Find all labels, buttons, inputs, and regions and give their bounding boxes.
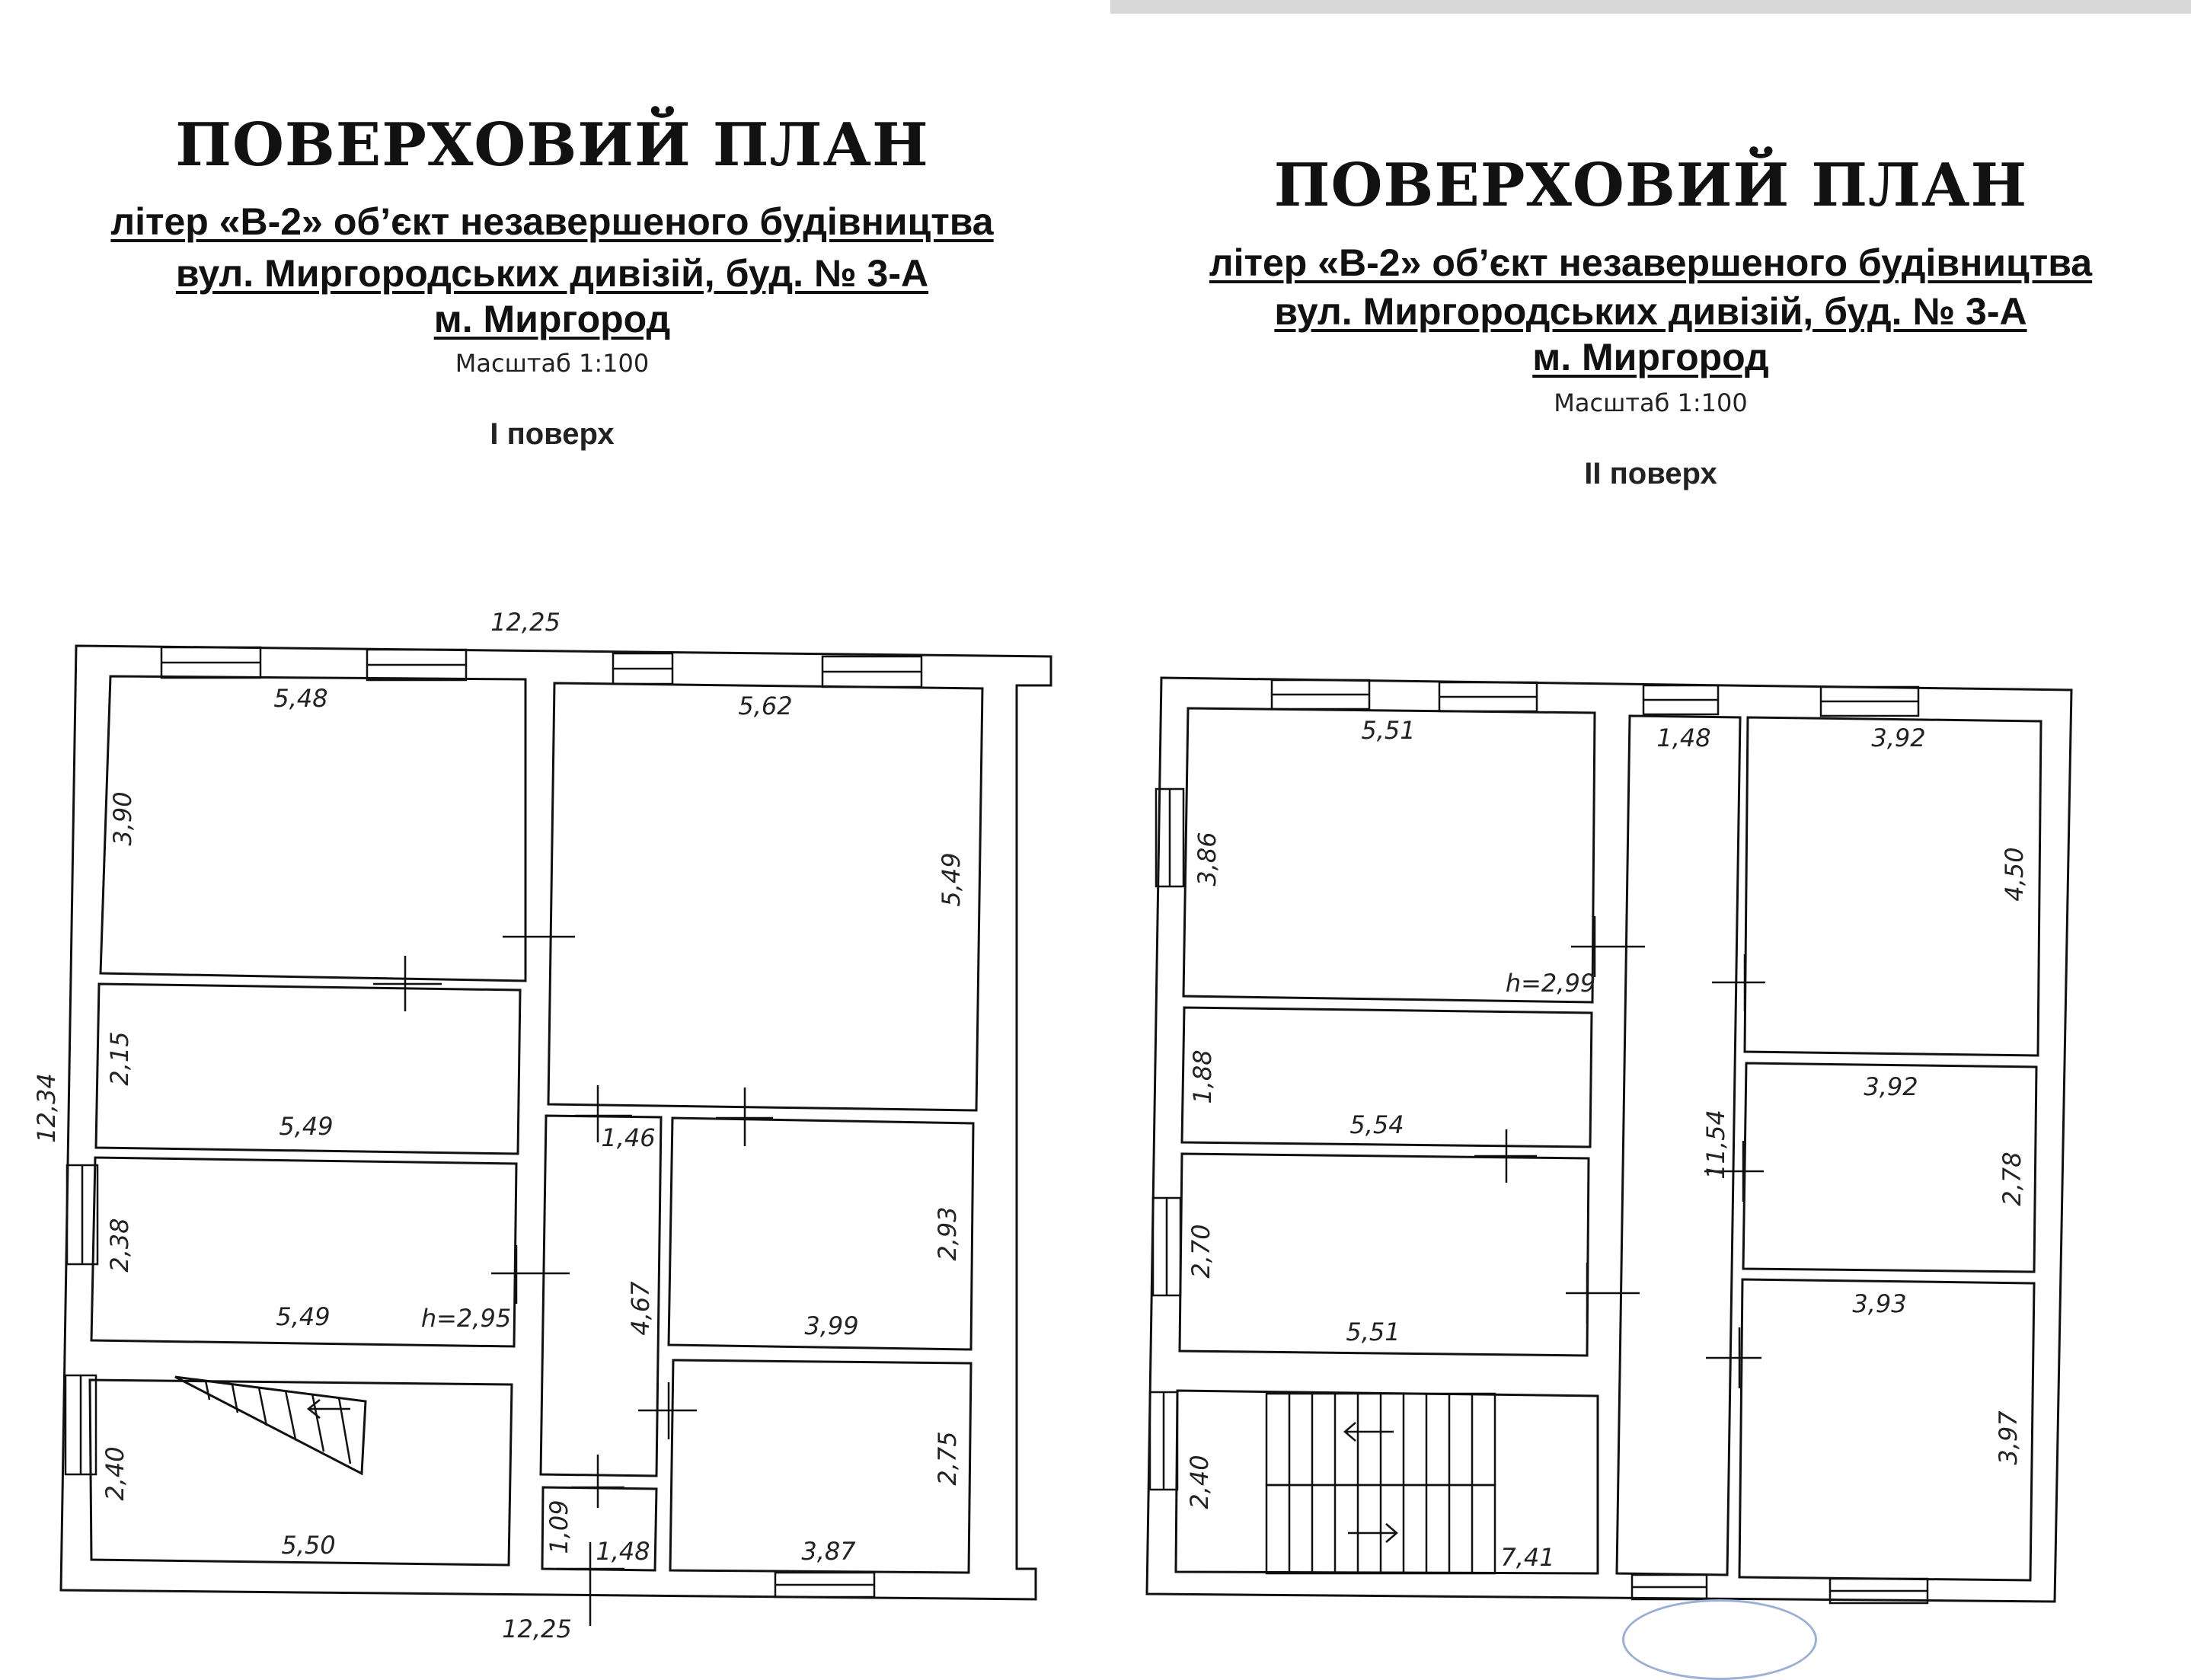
room-1 [1183, 708, 1595, 1002]
dim-r1-h: 3,90 [108, 791, 137, 846]
dim-r1-ceiling: h=2,99 [1505, 969, 1596, 998]
window-top-1 [1272, 680, 1369, 709]
window-top-3 [1643, 685, 1718, 714]
subtitle-city: м. Миргород [433, 298, 671, 340]
dim-wc-w: 1,48 [596, 1537, 650, 1566]
floor-plan-1 [0, 0, 1104, 1645]
room-6 [1739, 1279, 2034, 1580]
subtitle-object: літер «В-2» об’єкт незавершеного будівництва [1209, 241, 2093, 284]
room-2 [548, 683, 982, 1110]
dim-r4-ceiling: h=2,95 [420, 1304, 512, 1333]
outer-wall [1147, 678, 2071, 1602]
subtitle-object: літер «В-2» об’єкт незавершеного будівництва [110, 200, 994, 243]
dim-r6-w: 3,93 [1852, 1289, 1907, 1318]
stair-steps [206, 1381, 350, 1464]
room-4 [1745, 717, 2041, 1056]
dim-hall-h: 11,54 [1701, 1110, 1730, 1180]
subtitle-address: вул. Миргородських дивізій, буд. № 3-А [175, 252, 929, 295]
scale-label: Масштаб 1:100 [455, 349, 650, 378]
sheet-floor-1 [0, 0, 1104, 1645]
dim-hall-bottom: 7,41 [1500, 1543, 1555, 1572]
dim-corridor-h: 4,67 [626, 1281, 655, 1336]
dim-r2-h: 5,49 [937, 852, 966, 907]
dim-r4-w: 5,49 [276, 1302, 331, 1331]
dim-left-overall: 12,34 [32, 1073, 61, 1143]
stamp-seal [1622, 1599, 1817, 1680]
dim-r7-h: 2,40 [101, 1446, 129, 1501]
subtitle-address: вул. Миргородських дивізій, буд. № 3-А [1274, 290, 2027, 333]
arrow-right-icon [1348, 1524, 1397, 1542]
dim-hall-w: 1,48 [1656, 723, 1711, 752]
dim-r2-h: 1,88 [1188, 1049, 1217, 1104]
dim-top-overall: 12,25 [490, 608, 561, 637]
dim-r2-w: 5,62 [738, 691, 793, 720]
window-bottom-1 [1632, 1575, 1707, 1599]
page-title: ПОВЕРХОВИЙ ПЛАН [175, 110, 929, 180]
dim-r4-w: 3,92 [1871, 723, 1926, 752]
dim-r1-h: 3,86 [1193, 832, 1222, 886]
staircase [175, 1377, 366, 1474]
window-top-1 [161, 647, 260, 678]
dim-r6-h: 2,75 [933, 1431, 962, 1486]
dim-r4-h: 2,38 [105, 1218, 134, 1273]
window-top-3 [613, 653, 672, 684]
dim-r1-w: 5,48 [273, 684, 328, 713]
dim-r5-h: 2,93 [933, 1206, 962, 1261]
window-top-2 [1439, 682, 1537, 711]
window-left-3 [1150, 1392, 1177, 1490]
dim-corridor-w: 1,46 [601, 1123, 656, 1152]
dim-r5-h: 2,78 [1998, 1151, 2027, 1206]
floor-label: I поверх [490, 417, 615, 451]
dim-r5-w: 3,92 [1864, 1072, 1918, 1101]
dim-r2-w: 5,54 [1349, 1110, 1404, 1139]
dim-r3-w: 5,51 [1346, 1317, 1401, 1346]
dim-wc-h: 1,09 [545, 1500, 573, 1554]
dim-r3-h: 2,15 [105, 1031, 134, 1086]
dim-r7-w: 5,50 [281, 1531, 336, 1560]
dim-r3-w: 5,49 [279, 1112, 334, 1141]
room-1 [101, 676, 525, 981]
staircase [1266, 1394, 1495, 1573]
dim-r5-w: 3,99 [804, 1311, 859, 1340]
scale-label: Масштаб 1:100 [1554, 388, 1748, 417]
page-title: ПОВЕРХОВИЙ ПЛАН [1273, 151, 2028, 220]
dim-r1-w: 5,51 [1361, 716, 1416, 745]
sheet-floor-2 [1110, 0, 2191, 1645]
dim-r3-h: 2,70 [1187, 1224, 1215, 1279]
dim-r6-w: 3,87 [801, 1537, 856, 1566]
window-top-4 [1821, 687, 1918, 716]
window-top-2 [367, 650, 466, 680]
window-top-4 [822, 656, 921, 687]
floor-label: II поверх [1584, 457, 1717, 490]
dim-stair-h: 2,40 [1185, 1455, 1214, 1509]
window-bottom-1 [775, 1573, 874, 1597]
dim-bottom-overall: 12,25 [502, 1615, 572, 1643]
window-left-2 [1153, 1198, 1180, 1295]
floor-plan-2 [1110, 14, 2191, 1659]
arrow-left-icon [1345, 1423, 1394, 1441]
subtitle-city: м. Миргород [1532, 336, 1769, 378]
dim-r6-h: 3,97 [1994, 1410, 2023, 1465]
dim-r4-h: 4,50 [2000, 847, 2029, 902]
